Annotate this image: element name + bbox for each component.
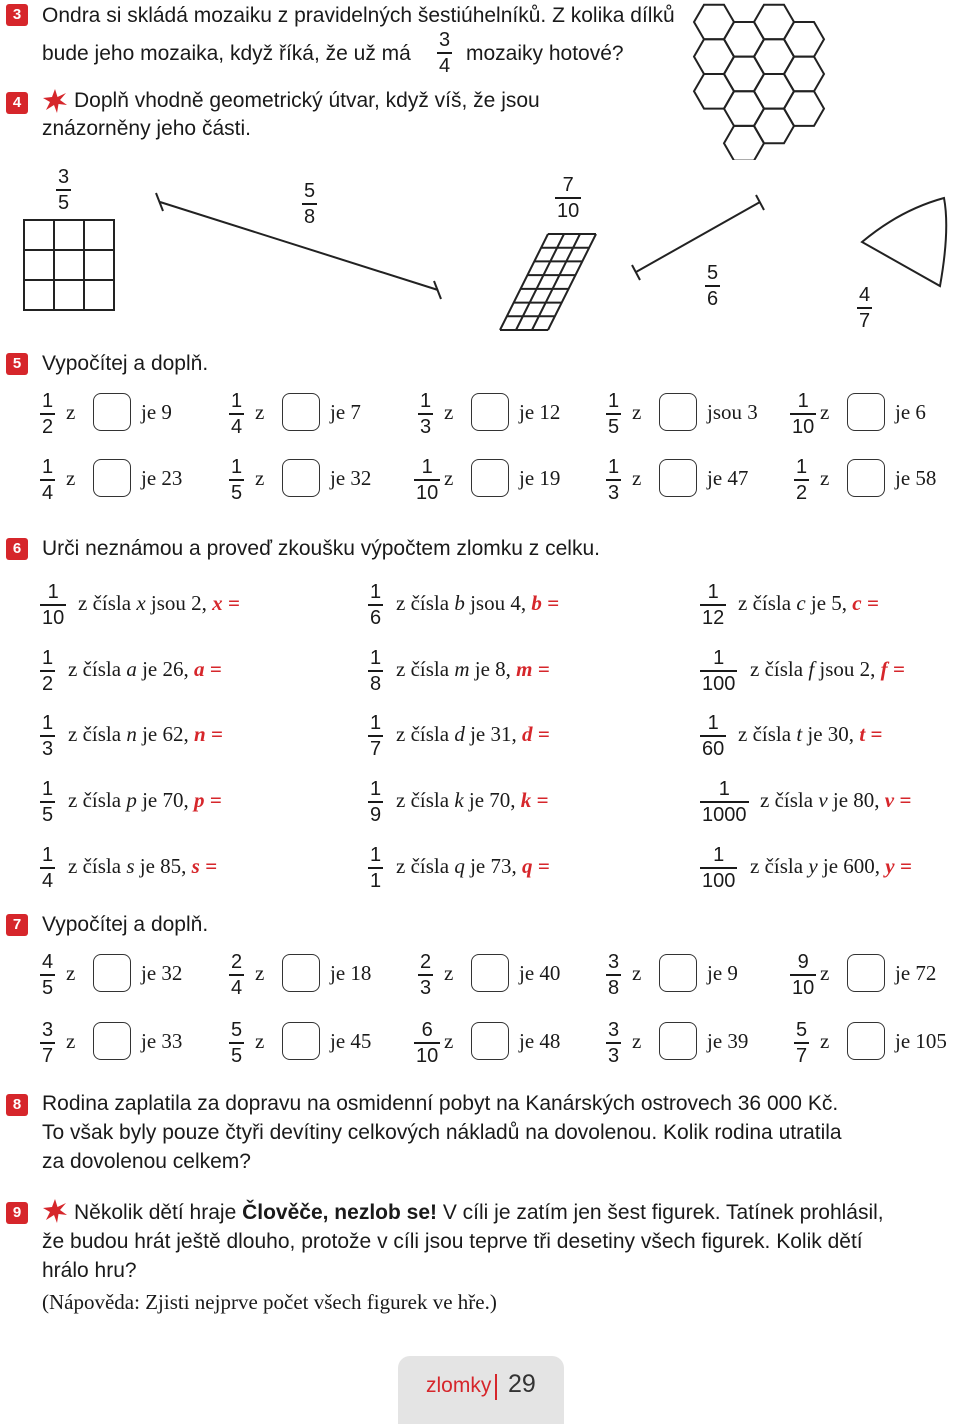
fraction <box>368 844 383 892</box>
unknown-variable: c = <box>852 591 879 615</box>
denominator: 1 <box>370 869 382 892</box>
of-word: z <box>66 961 76 985</box>
footer-chapter: zlomky <box>426 1374 492 1397</box>
segment-shape-2 <box>632 195 764 280</box>
ex4-text-line1: Doplň vhodně geometrický útvar, když víš, že jsou <box>74 89 540 112</box>
equation-text: z čísla t je 30, t = <box>738 722 883 746</box>
fraction <box>368 778 383 826</box>
answer-box[interactable] <box>847 393 885 431</box>
denominator: 3 <box>420 415 432 438</box>
sector-shape <box>862 198 946 286</box>
answer-box[interactable] <box>282 459 320 497</box>
fraction <box>40 390 55 438</box>
denominator: 5 <box>608 415 620 438</box>
fraction <box>790 390 816 438</box>
result-text: je 6 <box>895 400 926 424</box>
denominator: 1000 <box>702 803 747 826</box>
denominator: 5 <box>42 976 54 999</box>
hexagon-tile <box>754 109 794 144</box>
numerator: 1 <box>707 581 719 603</box>
denominator: 10 <box>416 1044 439 1067</box>
numerator: 2 <box>420 951 432 973</box>
equation-text: z čísla n je 62, n = <box>68 722 223 746</box>
numerator: 3 <box>608 951 620 973</box>
fraction <box>794 1019 809 1067</box>
page-footer <box>398 1356 564 1424</box>
fraction <box>700 647 737 695</box>
numerator: 1 <box>42 390 54 412</box>
ex3-text-line2b: mozaiky hotové? <box>466 42 624 65</box>
ex7-title: Vypočítej a doplň. <box>42 913 209 936</box>
unknown-variable: y = <box>885 854 912 878</box>
of-word: z <box>632 466 642 490</box>
result-text: je 12 <box>519 400 561 424</box>
exercise-number-3: 3 <box>6 4 28 26</box>
fraction <box>794 456 809 504</box>
game-name: Člověče, nezlob se! <box>242 1201 437 1224</box>
denominator: 6 <box>370 606 382 629</box>
numerator: 2 <box>231 951 243 973</box>
answer-box[interactable] <box>659 459 697 497</box>
equation-text: z čísla d je 31, d = <box>396 722 550 746</box>
unknown-variable: s = <box>191 854 218 878</box>
ex3-text-line2a: bude jeho mozaika, když říká, že už má <box>42 42 411 65</box>
fraction <box>700 712 726 760</box>
answer-box[interactable] <box>282 954 320 992</box>
unknown-variable: q = <box>521 854 550 878</box>
denominator: 4 <box>231 415 243 438</box>
denominator: 100 <box>702 672 736 695</box>
fraction <box>418 951 433 999</box>
numerator: 1 <box>796 456 808 478</box>
fraction <box>414 1019 440 1067</box>
numerator: 1 <box>608 390 620 412</box>
ex4-fraction-parallelogram: 7 10 <box>557 174 580 222</box>
ex9-line3: hrálo hru? <box>42 1259 137 1282</box>
denominator: 4 <box>439 54 451 77</box>
denominator: 4 <box>42 869 54 892</box>
ex9-hint: (Nápověda: Zjisti nejprve počet všech figurek ve hře.) <box>42 1290 497 1314</box>
page-number: 29 <box>508 1370 536 1398</box>
fraction <box>368 647 383 695</box>
fraction <box>40 712 55 760</box>
of-word: z <box>820 961 830 985</box>
result-text: je 48 <box>519 1029 561 1053</box>
unknown-variable: t = <box>859 722 883 746</box>
answer-box[interactable] <box>847 459 885 497</box>
numerator: 1 <box>797 390 809 412</box>
equation-text: z čísla k je 70, k = <box>396 788 549 812</box>
answer-box[interactable] <box>93 459 131 497</box>
grid-shape <box>24 220 114 310</box>
exercise-number-5: 5 <box>6 353 28 375</box>
answer-box[interactable] <box>659 954 697 992</box>
denominator: 8 <box>370 672 382 695</box>
denominator: 5 <box>231 481 243 504</box>
unknown-variable: b = <box>531 591 560 615</box>
of-word: z <box>632 961 642 985</box>
fraction <box>700 778 749 826</box>
equation-text: z čísla x jsou 2, x = <box>78 591 240 615</box>
equation-text: z čísla s je 85, s = <box>68 854 218 878</box>
result-text: je 9 <box>141 400 172 424</box>
ex8-line3: za dovolenou celkem? <box>42 1150 251 1173</box>
numerator: 1 <box>42 712 54 734</box>
denominator: 8 <box>608 976 620 999</box>
equation-text: z čísla c je 5, c = <box>738 591 879 615</box>
parallelogram-shape <box>500 234 596 330</box>
result-text: je 18 <box>330 961 372 985</box>
of-word: z <box>632 400 642 424</box>
numerator: 3 <box>608 1019 620 1041</box>
ex4-shapes <box>0 190 960 340</box>
ex3-text-line1: Ondra si skládá mozaiku z pravidelných šestiúhelníků. Z kolika dílků <box>42 4 675 27</box>
result-text: je 32 <box>330 466 372 490</box>
numerator: 1 <box>42 456 54 478</box>
denominator: 2 <box>796 481 808 504</box>
result-text: je 19 <box>519 466 561 490</box>
of-word: z <box>66 1029 76 1053</box>
numerator: 1 <box>231 456 243 478</box>
of-word: z <box>255 1029 265 1053</box>
fraction <box>229 951 244 999</box>
result-text: je 23 <box>141 466 183 490</box>
numerator: 1 <box>370 581 382 603</box>
numerator: 1 <box>42 844 54 866</box>
fraction <box>418 390 433 438</box>
equation-text: z čísla v je 80, v = <box>760 788 912 812</box>
exercise-number-4: 4 <box>6 92 28 114</box>
denominator: 100 <box>702 869 736 892</box>
ex6-title: Urči neznámou a proveď zkoušku výpočtem zlomku z celku. <box>42 537 600 560</box>
exercise-number-8: 8 <box>6 1094 28 1116</box>
fraction <box>40 778 55 826</box>
denominator: 3 <box>42 737 54 760</box>
denominator: 7 <box>370 737 382 760</box>
numerator: 5 <box>796 1019 808 1041</box>
hexagon-mosaic <box>684 0 884 160</box>
numerator: 9 <box>797 951 809 973</box>
footer-separator <box>495 1374 497 1400</box>
of-word: z <box>820 466 830 490</box>
fraction <box>40 456 55 504</box>
unknown-variable: v = <box>884 788 912 812</box>
ex4-fraction-segment: 5 8 <box>304 180 316 228</box>
unknown-variable: x = <box>212 591 240 615</box>
result-text: jsou 3 <box>707 400 758 424</box>
denominator: 4 <box>42 481 54 504</box>
equation-text: z čísla m je 8, m = <box>396 657 550 681</box>
numerator: 1 <box>707 712 719 734</box>
star-icon <box>42 1198 68 1224</box>
fraction <box>790 951 816 999</box>
equation-text: z čísla b jsou 4, b = <box>396 591 560 615</box>
answer-box[interactable] <box>847 1022 885 1060</box>
of-word: z <box>632 1029 642 1053</box>
denominator: 9 <box>370 803 382 826</box>
fraction <box>700 844 737 892</box>
ex4-text-line2: znázorněny jeho části. <box>42 117 251 140</box>
numerator: 3 <box>439 29 451 51</box>
answer-box[interactable] <box>93 954 131 992</box>
denominator: 12 <box>702 606 725 629</box>
numerator: 1 <box>608 456 620 478</box>
answer-box[interactable] <box>282 393 320 431</box>
of-word: z <box>255 466 265 490</box>
equation-text: z čísla q je 73, q = <box>396 854 550 878</box>
answer-box[interactable] <box>93 393 131 431</box>
of-word: z <box>444 400 454 424</box>
numerator: 1 <box>420 390 432 412</box>
fraction <box>229 390 244 438</box>
answer-box[interactable] <box>471 393 509 431</box>
fraction <box>606 1019 621 1067</box>
fraction <box>606 951 621 999</box>
denominator: 10 <box>792 415 815 438</box>
of-word: z <box>444 466 454 490</box>
denominator: 5 <box>42 803 54 826</box>
fraction <box>700 581 726 629</box>
equation-text: z čísla y je 600, y = <box>750 854 912 878</box>
equation-text: z čísla a je 26, a = <box>68 657 222 681</box>
numerator: 4 <box>42 951 54 973</box>
equation-text: z čísla p je 70, p = <box>68 788 222 812</box>
denominator: 2 <box>42 672 54 695</box>
fraction <box>229 1019 244 1067</box>
numerator: 6 <box>421 1019 433 1041</box>
numerator: 1 <box>42 778 54 800</box>
result-text: je 32 <box>141 961 183 985</box>
denominator: 3 <box>608 481 620 504</box>
fraction <box>606 456 621 504</box>
numerator: 1 <box>47 581 59 603</box>
fraction <box>40 1019 55 1067</box>
of-word: z <box>255 961 265 985</box>
result-text: je 33 <box>141 1029 183 1053</box>
answer-box[interactable] <box>847 954 885 992</box>
unknown-variable: f = <box>880 657 905 681</box>
of-word: z <box>255 400 265 424</box>
of-word: z <box>66 466 76 490</box>
denominator: 10 <box>792 976 815 999</box>
fraction <box>368 581 383 629</box>
denominator: 3 <box>608 1044 620 1067</box>
of-word: z <box>444 1029 454 1053</box>
of-word: z <box>66 400 76 424</box>
result-text: je 72 <box>895 961 937 985</box>
ex8-line2: To však byly pouze čtyři devítiny celkových nákladů na dovolenou. Kolik rodina utratila <box>42 1121 842 1144</box>
exercise-number-9: 9 <box>6 1202 28 1224</box>
ex9-line2: že budou hrát ještě dlouho, protože v cíli jsou teprve tři desetiny všech figurek. Kolik dětí <box>42 1230 863 1253</box>
fraction <box>368 712 383 760</box>
of-word: z <box>444 961 454 985</box>
answer-box[interactable] <box>471 459 509 497</box>
result-text: je 40 <box>519 961 561 985</box>
numerator: 1 <box>370 712 382 734</box>
segment-shape <box>156 193 441 299</box>
result-text: je 39 <box>707 1029 749 1053</box>
denominator: 10 <box>42 606 65 629</box>
fraction <box>229 456 244 504</box>
answer-box[interactable] <box>659 393 697 431</box>
fraction <box>40 581 66 629</box>
unknown-variable: k = <box>520 788 549 812</box>
denominator: 7 <box>796 1044 808 1067</box>
star-icon <box>42 88 68 114</box>
numerator: 5 <box>231 1019 243 1041</box>
unknown-variable: p = <box>193 788 222 812</box>
fraction <box>40 647 55 695</box>
denominator: 3 <box>420 976 432 999</box>
ex3-fraction <box>437 29 452 77</box>
answer-box[interactable] <box>659 1022 697 1060</box>
denominator: 2 <box>42 415 54 438</box>
denominator: 4 <box>231 976 243 999</box>
ex8-line1: Rodina zaplatila za dopravu na osmidenní pobyt na Kanárských ostrovech 36 000 Kč. <box>42 1092 839 1115</box>
ex5-title: Vypočítej a doplň. <box>42 352 209 375</box>
numerator: 1 <box>370 844 382 866</box>
ex4-fraction-grid: 3 5 <box>58 166 70 214</box>
result-text: je 105 <box>895 1029 947 1053</box>
answer-box[interactable] <box>282 1022 320 1060</box>
result-text: je 7 <box>330 400 361 424</box>
exercise-number-7: 7 <box>6 914 28 936</box>
unknown-variable: n = <box>193 722 223 746</box>
ex4-fraction-segment2: 5 6 <box>707 262 719 310</box>
result-text: je 47 <box>707 466 749 490</box>
equation-text: z čísla f jsou 2, f = <box>750 657 905 681</box>
numerator: 1 <box>370 778 382 800</box>
unknown-variable: m = <box>516 657 550 681</box>
denominator: 5 <box>231 1044 243 1067</box>
exercise-number-6: 6 <box>6 538 28 560</box>
fraction <box>40 844 55 892</box>
ex9-line1 <box>74 1198 884 1227</box>
unknown-variable: d = <box>521 722 550 746</box>
result-text: je 45 <box>330 1029 372 1053</box>
of-word: z <box>820 1029 830 1053</box>
answer-box[interactable] <box>93 1022 131 1060</box>
denominator: 10 <box>416 481 439 504</box>
numerator: 1 <box>370 647 382 669</box>
denominator: 60 <box>702 737 725 760</box>
fraction <box>40 951 55 999</box>
numerator: 1 <box>231 390 243 412</box>
numerator: 1 <box>42 647 54 669</box>
of-word: z <box>820 400 830 424</box>
result-text: je 58 <box>895 466 937 490</box>
fraction <box>606 390 621 438</box>
fraction <box>414 456 440 504</box>
ex9-line1-end: V cíli je zatím jen šest figurek. Tatínek prohlásil, <box>437 1201 884 1224</box>
numerator: 1 <box>713 647 725 669</box>
unknown-variable: a = <box>193 657 222 681</box>
result-text: je 9 <box>707 961 738 985</box>
ex4-fraction-sector: 4 7 <box>859 284 871 332</box>
denominator: 7 <box>42 1044 54 1067</box>
ex9-line1-start: Několik dětí hraje <box>74 1201 243 1224</box>
answer-box[interactable] <box>471 1022 509 1060</box>
numerator: 3 <box>42 1019 54 1041</box>
numerator: 1 <box>718 778 730 800</box>
answer-box[interactable] <box>471 954 509 992</box>
numerator: 1 <box>421 456 433 478</box>
numerator: 1 <box>713 844 725 866</box>
